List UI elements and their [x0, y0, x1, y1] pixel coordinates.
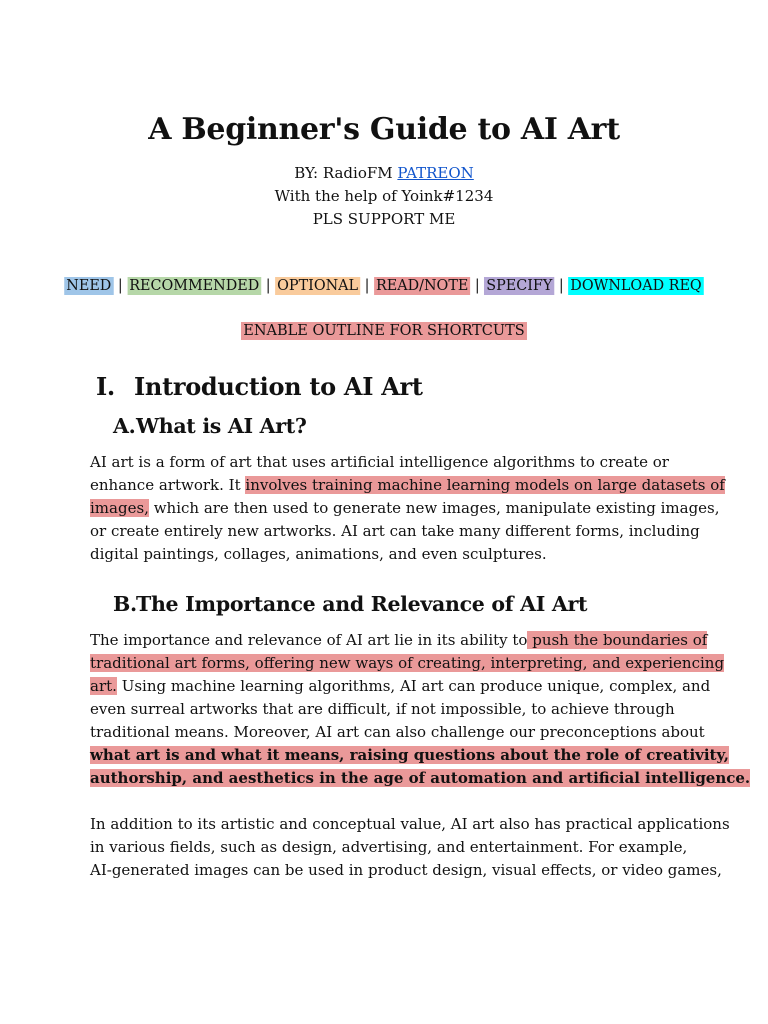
- text-span: The importance and relevance of AI art lie in its ability to: [90, 631, 528, 649]
- text-line: [90, 474, 725, 497]
- highlight-read-note-bold: what art is and what it means, raising questions about the role of creativity,: [90, 746, 729, 764]
- text-line: [90, 767, 751, 790]
- subheading-importance-relevance: [113, 592, 587, 616]
- paragraph-what-is-ai-art: [90, 451, 725, 566]
- color-legend: [4, 278, 764, 294]
- text-line: [90, 629, 708, 652]
- text-line: [90, 652, 725, 675]
- subheading-number: B.: [113, 592, 137, 616]
- paragraph-importance: [90, 629, 751, 790]
- text-line: even surreal artworks that are difficult, if not impossible, to achieve through: [90, 700, 675, 718]
- text-line: AI-generated images can be used in product design, visual effects, or video games,: [90, 861, 722, 879]
- text-line: AI art is a form of art that uses artificial intelligence algorithms to create or: [90, 453, 669, 471]
- legend-separator: |: [470, 278, 485, 294]
- legend-separator: |: [360, 278, 375, 294]
- legend-separator: |: [261, 278, 276, 294]
- subheading-title: The Importance and Relevance of AI Art: [136, 592, 588, 616]
- outline-note: [0, 323, 768, 339]
- section-title: Introduction to AI Art: [134, 372, 423, 401]
- text-line: [90, 744, 729, 767]
- section-heading-introduction: [96, 372, 423, 401]
- legend-recommended: RECOMMENDED: [129, 278, 260, 294]
- highlight-read-note: art.: [90, 677, 117, 695]
- byline: [0, 164, 768, 182]
- text-line: In addition to its artistic and conceptual value, AI art also has practical applications: [90, 815, 730, 833]
- text-line: in various fields, such as design, advertising, and entertainment. For example,: [90, 838, 688, 856]
- legend-download-req: DOWNLOAD REQ: [570, 278, 702, 294]
- paragraph-practical-applications: [90, 813, 730, 882]
- subheading-number: A.: [113, 414, 136, 438]
- legend-specify: SPECIFY: [486, 278, 553, 294]
- document-title: A Beginner's Guide to AI Art: [148, 112, 620, 147]
- text-line: [90, 497, 720, 520]
- text-span: enhance artwork. It: [90, 476, 246, 494]
- highlight-read-note: push the boundaries of: [527, 631, 708, 649]
- legend-optional: OPTIONAL: [277, 278, 359, 294]
- text-span: Using machine learning algorithms, AI art can produce unique, complex, and: [116, 677, 711, 695]
- subheading-title: What is AI Art?: [136, 414, 307, 438]
- highlight-read-note: traditional art forms, offering new ways of creating, interpreting, and experiencing: [90, 654, 725, 672]
- text-line: traditional means. Moreover, AI art can also challenge our preconceptions about: [90, 723, 705, 741]
- legend-separator: |: [113, 278, 128, 294]
- highlight-read-note: involves training machine learning models on large datasets of: [245, 476, 725, 494]
- text-line: [90, 675, 711, 698]
- support-line: PLS SUPPORT ME: [312, 210, 456, 228]
- text-line: digital paintings, collages, animations, and even sculptures.: [90, 545, 547, 563]
- legend-separator: |: [554, 278, 569, 294]
- subheading-what-is-ai-art: [113, 414, 307, 438]
- highlight-read-note: images,: [90, 499, 149, 517]
- highlight-read-note-bold: authorship, and aesthetics in the age of automation and artificial intelligence.: [90, 769, 751, 787]
- legend-read-note: READ/NOTE: [375, 278, 469, 294]
- text-line: or create entirely new artworks. AI art can take many different forms, including: [90, 522, 700, 540]
- legend-need: NEED: [66, 278, 112, 294]
- help-line: With the help of Yoink#1234: [274, 187, 494, 205]
- section-number: I.: [96, 372, 115, 401]
- byline-author: BY: RadioFM: [294, 164, 398, 182]
- patreon-link[interactable]: PATREON: [397, 164, 474, 182]
- outline-note-text: ENABLE OUTLINE FOR SHORTCUTS: [243, 323, 525, 339]
- text-span: which are then used to generate new images, manipulate existing images,: [148, 499, 720, 517]
